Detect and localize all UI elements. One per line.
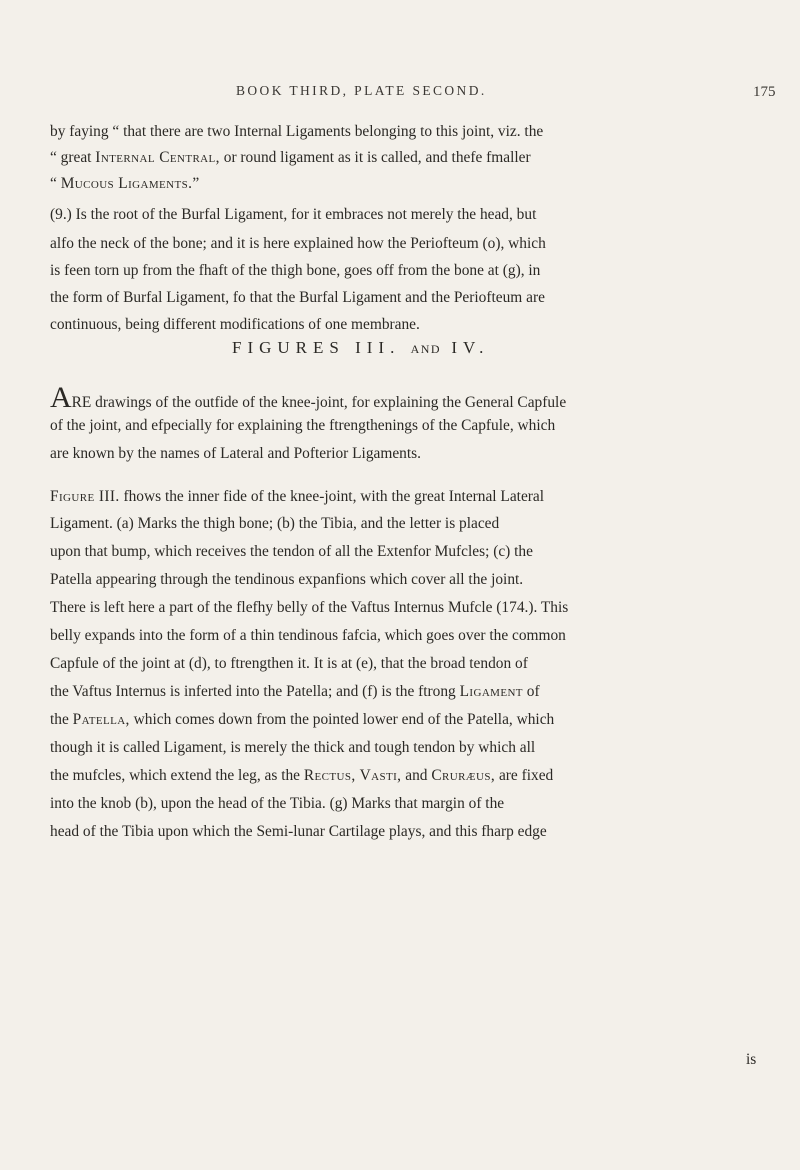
text-span: and (401, 767, 432, 784)
text-line: There is left here a part of the flefhy belly of the Vaftus Internus Mufcle (174.). This (50, 599, 569, 616)
text-line: are known by the names of Lateral and Pofterior Ligaments. (50, 445, 421, 462)
text-span: or round ligament as it is called, and thefe fmaller (219, 149, 531, 166)
text-line: Patella appearing through the tendinous expanfions which cover all the joint. (50, 571, 524, 588)
heading-number: IV. (451, 338, 490, 357)
text-line (50, 682, 540, 702)
text-line (50, 174, 199, 194)
text-line (50, 487, 544, 507)
text-span: “ (50, 175, 61, 192)
term-cruraeus: Cruræus, (431, 767, 496, 784)
text-span: which comes down from the pointed lower end of the Patella, which (129, 711, 555, 728)
text-span: are fixed (495, 767, 554, 784)
text-line: continuous, being different modifications of one membrane. (50, 316, 420, 333)
heading-main: FIGURES III. (232, 338, 401, 357)
text-line: by faying “ that there are two Internal Ligaments belonging to this joint, viz. the (50, 123, 544, 140)
catchword: is (746, 1051, 757, 1068)
text-line (50, 381, 567, 414)
text-line: the form of Burfal Ligament, fo that the Burfal Ligament and the Periofteum are (50, 289, 545, 306)
text-span: the (50, 711, 73, 728)
text-line: (9.) Is the root of the Burfal Ligament, for it embraces not merely the head, but (50, 206, 537, 223)
text-line: Ligament. (a) Marks the thigh bone; (b) the Tibia, and the letter is placed (50, 515, 500, 532)
text-line (50, 148, 531, 168)
text-line (50, 766, 553, 786)
text-span: of (522, 683, 540, 700)
text-line: head of the Tibia upon which the Semi-lunar Cartilage plays, and this fharp edge (50, 823, 547, 840)
text-span: fhows the inner fide of the knee-joint, with the great Internal Lateral (119, 488, 545, 505)
text-line (50, 710, 554, 730)
page-number: 175 (753, 84, 776, 100)
text-span: the Vaftus Internus is inferted into the Patella; and (f) is the ftrong (50, 683, 460, 700)
text-line: of the joint, and efpecially for explaining the ftrengthenings of the Capfule, which (50, 417, 556, 434)
term-internal-central: Internal Central, (95, 149, 220, 166)
heading-and: AND (410, 342, 442, 356)
running-head: BOOK THIRD, PLATE SECOND. (236, 83, 487, 98)
text-span: “ great (50, 149, 96, 166)
text-line: Capfule of the joint at (d), to ftrengthen it. It is at (e), that the broad tendon of (50, 655, 528, 672)
term-mucous-ligaments: Mucous Ligaments. (60, 175, 193, 192)
text-span: ” (192, 175, 200, 192)
text-line: alfo the neck of the bone; and it is here explained how the Periofteum (o), which (50, 235, 546, 252)
text-line: into the knob (b), upon the head of the Tibia. (g) Marks that margin of the (50, 795, 505, 812)
section-heading (232, 338, 489, 358)
text-span: the mufcles, which extend the leg, as the (50, 767, 304, 784)
text-line: though it is called Ligament, is merely the thick and tough tendon by which all (50, 739, 536, 756)
text-line: upon that bump, which receives the tendon of all the Extenfor Mufcles; (c) the (50, 543, 533, 560)
term-patella: Patella, (72, 711, 130, 728)
term-rectus-vasti: Rectus, Vasti, (303, 767, 402, 784)
text-line: is feen torn up from the fhaft of the thigh bone, goes off from the bone at (g), in (50, 262, 541, 279)
text-line: belly expands into the form of a thin tendinous fafcia, which goes over the common (50, 627, 566, 644)
term-ligament: Ligament (459, 683, 523, 700)
text-span: RE drawings of the outfide of the knee-joint, for explaining the General Capfule (71, 394, 567, 411)
drop-cap: A (50, 381, 72, 414)
figure-label: Figure III. (50, 488, 120, 505)
